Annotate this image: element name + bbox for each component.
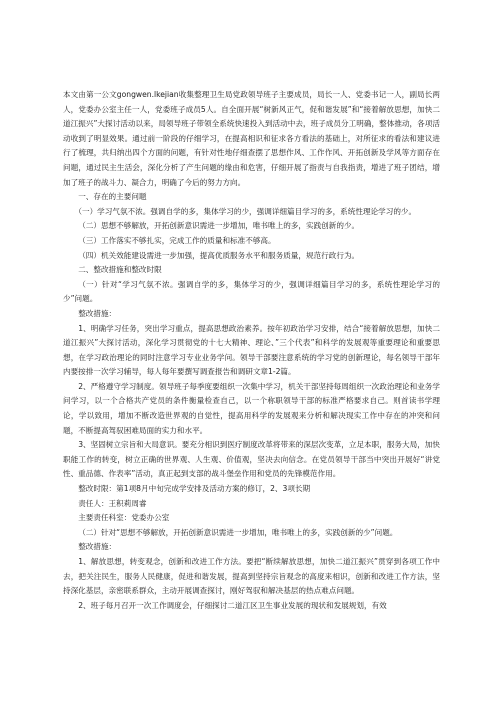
deadline-line: 整改时限：第1项8月中旬完成学安排及活动方案的修订，2、3项长期 bbox=[78, 484, 311, 494]
measure-paragraph: 3、坚固树立宗旨和大局意识。要充分相识到医疗制度改革将带来的深层次变革，立足本职，服务大局，加快职能工作的转变，树立正确的世界观、人生观、价值观，坚决去向信念。在党员领导干部当中突出开展好“讲党性、重品德、作表率”活动，真正起到支部的战斗堡垒作用和党员的先锋模范作用。 bbox=[63, 440, 440, 479]
measure-target-1: （一）针对“学习气氛不浓。强调自学的多，集体学习的少，强调详细篇目学习的多，系统性理论学习的少”问题。 bbox=[63, 279, 440, 304]
measures-label: 整改措施： bbox=[78, 308, 117, 318]
responsible-dept-line: 主要责任科室：党委办公室 bbox=[78, 513, 170, 523]
problem-item-4: （四）机关效能建设需进一步加强，提高优质服务水平和服务质量，规范行政行为。 bbox=[78, 250, 360, 260]
problem-item-3: （三）工作落实不够扎实，完成工作的质量和标准不够高。 bbox=[78, 235, 276, 245]
measures-label: 整改措施： bbox=[78, 542, 117, 552]
problem-item-2: （二）思想不够解放，开拓创新意识需进一步增加，唯书唯上的多，实践创新的少。 bbox=[78, 221, 360, 231]
measure-paragraph: 2、班子每月召开一次工作调度会，仔细探讨二道江区卫生事业发展的现状和发展规划，有效 bbox=[78, 600, 387, 610]
intro-paragraph: 本文由第一公文gongwen.lkejian收集整理卫生局党政领导班子主要成员，局长一人、党委书记一人，副局长两人，党委办公室主任一人，党委班子成员5人。自全面开展“树新风正气，促和谐发展”和“接着解放思想，加快二道江振兴”大探讨活动以来，局领导班子带领全系统快速投入到活动中去，班子成员分工明确，整体推动，各项活动收到了明显效果。通过前一阶段的仔细学习，在提高相识和征求各方看法的基础上，对所征求的看法和建议进行了梳理，共归纳出四个方面的问题，有针对性地仔细查摆了思想作风、工作作风、开拓创新及学风等方面存在问题，通过民主生活会，深化分析了产生问题的缘由和危害，仔细开展了指责与自我指责，增进了班子团结，增加了班子的战斗力、凝合力，明确了今后的努力方向。 bbox=[63, 90, 440, 187]
measure-paragraph: 1、解放思想，转变观念，创新和改进工作方法。要把“断续解放思想，加快二道江振兴”贯穿到各项工作中去，把关注民生，服务人民健康，促进和谐发展，提高到坚持宗旨观念的高度来相识，创新和改进工作方法，坚持深化基层，亲密联系群众，主动开展调查探讨，刚好驾驭和解决基层的热点难点问题。 bbox=[63, 557, 440, 596]
responsible-person-line: 责任人：王积莉周睿 bbox=[78, 498, 147, 508]
measure-paragraph: 1、明确学习任务，突出学习重点，提高思想政治素养。按年初政治学习安排，结合“接着解放思想，加快二道江振兴”大探讨活动，深化学习贯彻党的十七大精神、理论、”三个代表”和科学的发展观等重要理论和重要思想，在学习政治理论的同时注意学习专业业务学问。领导干部要注意系统的学习党的创新理论，每名领导干部年内要按排一次学习辅导，每人每年要撰写调查报告和调研文章1-2篇。 bbox=[63, 323, 440, 377]
problem-item-1: （一）学习气氛不浓。强调自学的多，集体学习的少，强调详细篇目学习的多，系统性理论学习的少。 bbox=[74, 206, 417, 216]
section-heading-measures: 二、整改措施和整改时限 bbox=[78, 265, 162, 275]
section-heading-problems: 一、存在的主要问题 bbox=[78, 192, 147, 202]
measure-target-2: （二）针对“思想不够解放，开拓创新意识需进一步增加，唯书唯上的多，实践创新的少”问题。 bbox=[78, 527, 398, 537]
measure-paragraph: 2、严格遵守学习制度。领导班子每季度要组织一次集中学习，机关干部坚持每周组织一次政治理论和业务学问学习，以一个合格共产党员的条件衡量检查自己，以一个称职领导干部的标准严格要求自己。则首读书学理论，学以致用，增加不断改造世界观的自觉性，提高用科学的发展观来分析和解决现实工作中存在的冲突和问题，不断提高驾驭困难局面的实力和水平。 bbox=[63, 381, 440, 435]
